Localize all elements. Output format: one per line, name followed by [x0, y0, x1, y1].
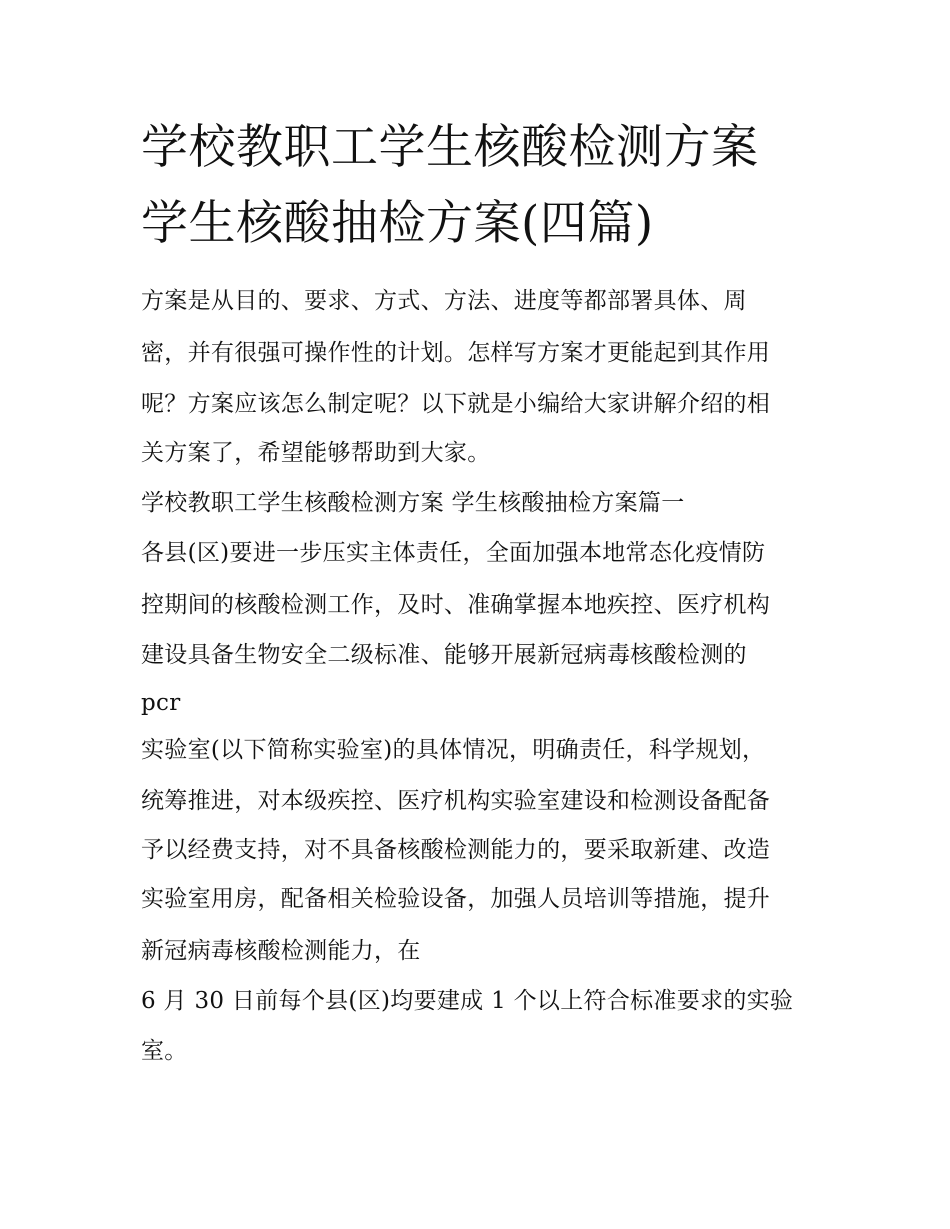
body-line-7: 予以经费支持，对不具备核酸检测能力的，要采取新建、改造	[141, 837, 771, 863]
body-line-2: 控期间的核酸检测工作，及时、准确掌握本地疾控、医疗机构	[141, 592, 771, 618]
document-title-line-2: 学生核酸抽检方案(四篇)	[141, 196, 654, 251]
section-heading: 学校教职工学生核酸检测方案 学生核酸抽检方案篇一	[141, 490, 685, 516]
body-line-4: pcr	[141, 690, 181, 716]
body-line-11: 室。	[141, 1038, 188, 1064]
intro-line-2: 密，并有很强可操作性的计划。怎样写方案才更能起到其作用	[141, 340, 771, 366]
body-line-6: 统筹推进，对本级疾控、医疗机构实验室建设和检测设备配备	[141, 788, 771, 814]
document-title-line-1: 学校教职工学生核酸检测方案	[141, 120, 759, 175]
body-line-1: 各县(区)要进一步压实主体责任，全面加强本地常态化疫情防	[141, 540, 766, 566]
body-line-5: 实验室(以下简称实验室)的具体情况，明确责任，科学规划，	[141, 737, 766, 763]
body-line-9: 新冠病毒核酸检测能力，在	[141, 938, 421, 964]
intro-line-4: 关方案了，希望能够帮助到大家。	[141, 440, 491, 466]
intro-line-3: 呢？方案应该怎么制定呢？以下就是小编给大家讲解介绍的相	[141, 391, 771, 417]
intro-line-1: 方案是从目的、要求、方式、方法、进度等都部署具体、周	[141, 288, 747, 314]
body-line-8: 实验室用房，配备相关检验设备，加强人员培训等措施，提升	[141, 886, 771, 912]
body-line-3: 建设具备生物安全二级标准、能够开展新冠病毒核酸检测的	[141, 642, 747, 668]
body-line-10: 6 月 30 日前每个县(区)均要建成 1 个以上符合标准要求的实验	[141, 988, 794, 1014]
